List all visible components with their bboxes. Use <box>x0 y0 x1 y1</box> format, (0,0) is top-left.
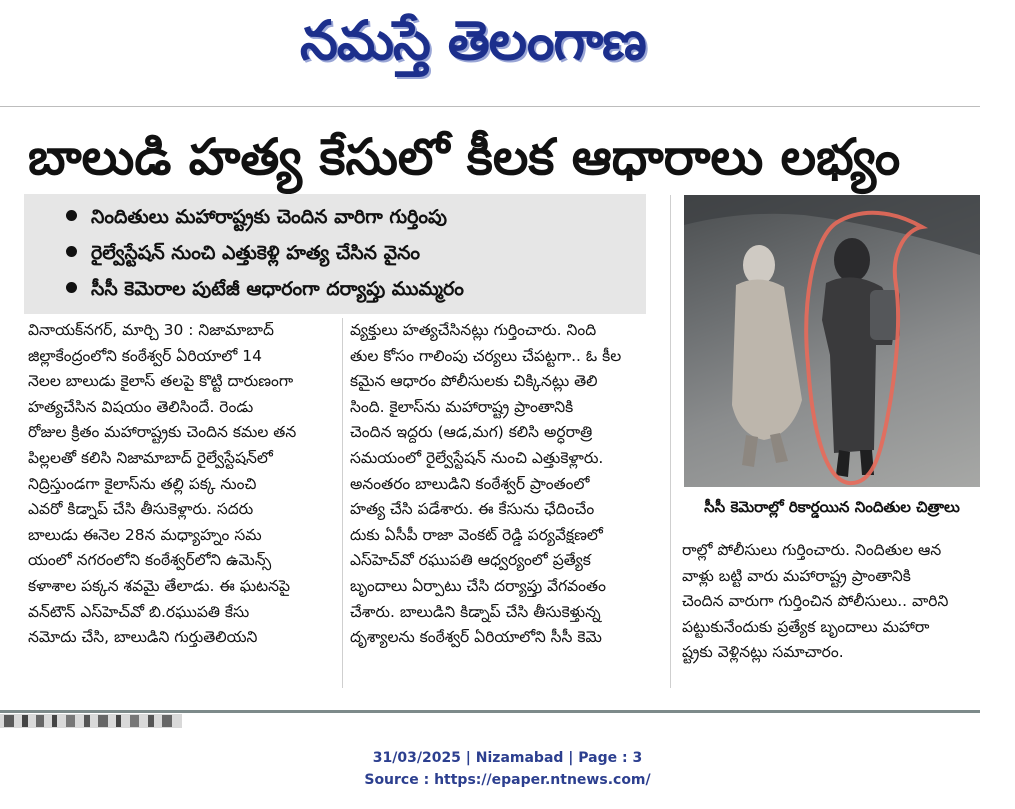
masthead-title: నమస్తే తెలంగాణ <box>300 9 646 72</box>
article-line: రోజుల క్రితం మహారాష్ట్రకు చెందిన కమల తన <box>28 423 297 442</box>
article-line: రాల్లో పోలీసులు గుర్తించారు. నిందితుల ఆన <box>682 541 942 559</box>
bullet-item <box>66 238 420 268</box>
footer-source: Source : https://epaper.ntnews.com/ <box>364 772 651 788</box>
article-line: వన్‌టౌన్ ఎస్‌హెచ్‌వో బి.రఘుపతి కేసు <box>28 602 250 621</box>
article-line: ఎస్‌హెచ్‌వో రఘుపతి ఆధ్వర్యంలో ప్రత్యేక <box>350 551 591 570</box>
article-line: కళాశాల పక్కన శవమై తేలాడు. ఈ ఘటనపై <box>28 576 291 595</box>
bullet-item <box>66 202 447 232</box>
bullet-dot-icon <box>66 246 77 257</box>
headline: బాలుడి హత్య కేసులో కీలక ఆధారాలు లభ్యం <box>28 128 901 186</box>
cctv-photo-illustration <box>684 195 980 487</box>
torn-edge-strip <box>0 714 182 728</box>
bullet-item <box>66 274 464 304</box>
article-line: అనంతరం బాలుడిని కంఠేశ్వర్ ప్రాంతంలో <box>350 474 590 493</box>
article-line: వాళ్లు బట్టి వారు మహారాష్ట్ర ప్రాంతానికి <box>682 566 911 585</box>
top-divider <box>0 106 980 107</box>
article-line: చెందిన వారుగా గుర్తించిన పోలీసులు.. వారిని <box>682 592 949 611</box>
cctv-photo <box>684 195 980 487</box>
article-column-1 <box>28 318 336 651</box>
column-divider <box>342 318 343 688</box>
footer-info: 31/03/2025 | Nizamabad | Page : 3 <box>372 750 643 766</box>
article-line: కమైన ఆధారం పోలీసులకు చిక్కినట్లు తెలి <box>350 372 598 391</box>
photo-caption: సీసీ కెమెరాల్లో రికార్డయిన నిందితుల చిత్రాలు <box>704 498 960 516</box>
article-line: యంలో నగరంలోని కంఠేశ్వర్‌లోని ఉమెన్స్ <box>28 551 272 570</box>
article-line: సమయంలో రైల్వేస్టేషన్ నుంచి ఎత్తుకెళ్లారు. <box>350 448 604 467</box>
article-line: దుకు ఏసీపీ రాజా వెంకట్ రెడ్డి పర్యవేక్షణలో <box>350 525 603 544</box>
bottom-divider <box>0 710 980 713</box>
article-line: వ్యక్తులు హత్యచేసినట్లు గుర్తించారు. నింది <box>350 321 597 339</box>
bullet-text: సీసీ కెమెరాల పుటేజీ ఆధారంగా దర్యాప్తు ముమ్మరం <box>91 278 464 300</box>
article-line: హత్య చేసి పడేశారు. ఈ కేసును ఛేదించేం <box>350 500 595 519</box>
bullet-dot-icon <box>66 282 77 293</box>
article-line: హత్యచేసిన విషయం తెలిసిందే. రెండు <box>28 397 254 416</box>
article-line: ఎవరో కిడ్నాప్ చేసి తీసుకెళ్లారు. సదరు <box>28 500 254 519</box>
article-line: సింది. కైలాస్‌ను మహారాష్ట్ర ప్రాంతానికి <box>350 397 574 416</box>
article-line: పట్టుకునేందుకు ప్రత్యేక బృందాలు మహారా <box>682 617 930 636</box>
article-line: చెందిన ఇద్దరు (ఆడ,మగ) కలిసి అర్ధరాత్రి <box>350 423 593 442</box>
article-line: తుల కోసం గాలింపు చర్యలు చేపట్టగా.. ఓ కీల <box>350 346 622 365</box>
article-line: వినాయక్‌నగర్, మార్చి 30 : నిజామాబాద్ <box>28 321 274 339</box>
bullet-box <box>24 194 646 314</box>
article-line: బాలుడు ఈనెల 28న మధ్యాహ్నం సమ <box>28 525 262 544</box>
article-line: దృశ్యాలను కంఠేశ్వర్ ఏరియాలోని సీసీ కెమె <box>350 628 602 647</box>
article-column-3 <box>682 538 978 666</box>
article-line: చేశారు. బాలుడిని కిడ్నాప్ చేసి తీసుకెళ్తున్న <box>350 602 601 621</box>
article-line: బృందాలు ఏర్పాటు చేసి దర్యాప్తు వేగవంతం <box>350 576 606 595</box>
bullet-dot-icon <box>66 210 77 221</box>
column-divider <box>670 195 671 688</box>
article-line: నిద్రిస్తుండగా కైలాస్‌ను తల్లి పక్క నుంచి <box>28 474 257 493</box>
bullet-text: నిందితులు మహారాష్ట్రకు చెందిన వారిగా గుర్తింపు <box>91 206 447 228</box>
article-line: పిల్లలతో కలిసి నిజామాబాద్ రైల్వేస్టేషన్‌లో <box>28 448 273 467</box>
bullet-text: రైల్వేస్టేషన్ నుంచి ఎత్తుకెళ్లి హత్య చేసిన వైనం <box>91 242 421 264</box>
article-line: నెలల బాలుడు కైలాస్ తలపై కొట్టి దారుణంగా <box>28 372 294 391</box>
article-column-2 <box>350 318 658 651</box>
article-line: ష్ట్రకు వెళ్లినట్లు సమాచారం. <box>682 643 844 662</box>
article-line: జిల్లాకేంద్రంలోని కంఠేశ్వర్ ఏరియాలో 14 <box>28 346 263 365</box>
article-line: నమోదు చేసి, బాలుడిని గుర్తుతెలియని <box>28 628 258 647</box>
